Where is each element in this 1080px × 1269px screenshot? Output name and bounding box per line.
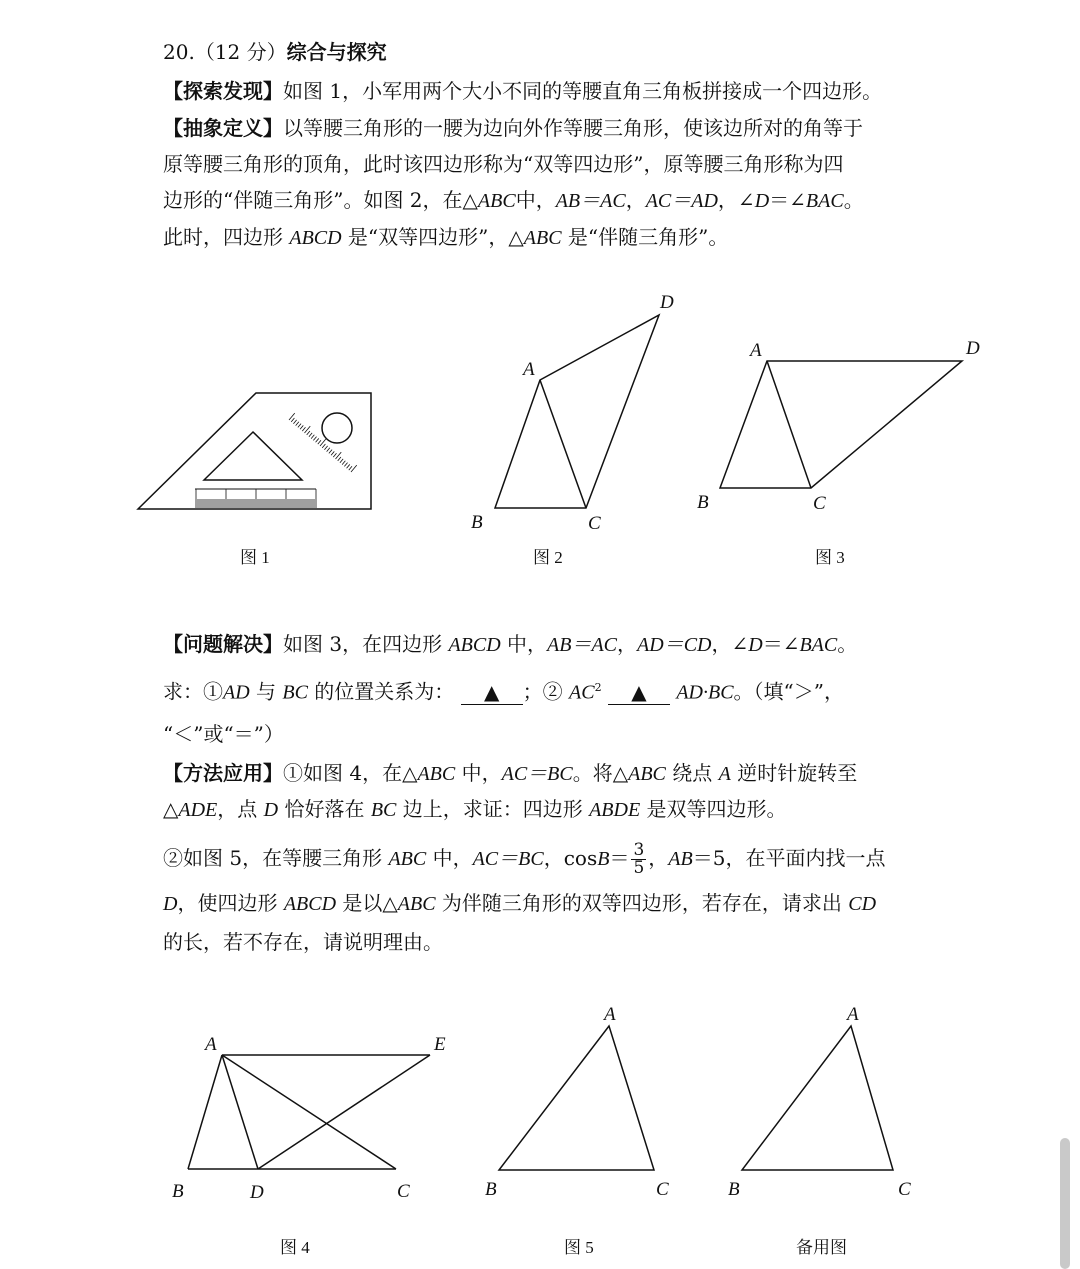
fig2-label-d: D [660,292,674,313]
fig4-label-b: B [172,1181,184,1202]
math-bac: BAC [805,190,844,212]
spare-caption: 备用图 [796,1238,847,1257]
ruler-tick [329,450,332,454]
method-text-5: 的长，若不存在，请说明理由。 [163,930,443,954]
define-tag: 【抽象定义】 [163,116,283,140]
define-text-3c: ， [625,188,646,212]
math-ac-eq-ad: AC＝AD [645,190,718,212]
solve-text-2b: 与 [249,679,283,704]
fig4-label-d: D [250,1182,264,1203]
fig4-line-ac [222,1055,396,1169]
ruler-tick [331,451,334,455]
ruler-tick [333,453,336,457]
define-text-3d: ，∠ [717,188,755,212]
figure-4-rotation [188,1055,430,1169]
math-ad-eq-cd: AD＝CD [637,634,712,656]
ruler-tick [302,427,305,431]
math-a: A [718,763,731,785]
ruler-tick [300,425,303,429]
math-d-m2: D [163,893,178,915]
math-ac: AC [569,681,595,704]
solve-tag: 【问题解决】 [163,632,283,656]
fig4-label-e: E [434,1034,446,1055]
question-score: （12 分） [194,40,287,64]
math-abcd-s: ABCD [448,634,501,656]
define-text-3e: ＝∠ [769,188,806,212]
math-d: D [754,190,770,212]
method-text-3a: ②如图 5，在等腰三角形 [163,846,389,870]
method-text-1d: 绕点 [665,761,719,785]
ruler-tick [298,424,301,428]
fig3-outline [720,361,962,488]
fig3-label-d: D [966,338,980,359]
fig5-label-b: B [485,1179,497,1200]
math-b: B [597,848,610,870]
spare-label-a: A [847,1004,859,1025]
math-bc: BC [282,681,308,704]
define-text-2: 原等腰三角形的顶角，此时该四边形称为“双等四边形”，原等腰三角形称为四 [163,152,844,176]
math-abc: ABC [477,190,516,212]
method-text-4c: 为伴随三角形的双等四边形，若存在，请求出 [435,891,849,915]
math-abc-2: ABC [523,227,562,249]
solve-text-1b: 中， [500,632,548,656]
solve-text-1a: 如图 3，在四边形 [283,632,449,656]
figure-1-set-squares [138,393,371,509]
ruler-tick [327,448,330,452]
ruler-tick [340,459,343,463]
math-ab: AB [668,848,693,870]
define-text-4c: 是“伴随三角形”。 [561,225,729,249]
fraction-numerator: 3 [633,840,645,860]
ruler-tick [324,446,327,450]
figure-3-quadrilateral [720,361,962,488]
method-text-1a: ①如图 4，在△ [283,761,418,785]
fig3-label-b: B [697,492,709,513]
fig2-label-c: C [588,513,601,534]
fig2-caption: 图 2 [533,548,563,567]
ruler-tick [311,435,314,439]
solve-text-1e: ＝∠ [762,632,800,656]
math-abde: ABDE [589,799,641,821]
method-text-3c: ，cos [543,846,598,870]
explore-tag: 【探索发现】 [163,79,283,103]
solve-text-2a: 求：① [163,679,223,704]
math-abc-m2: ABC [628,763,666,785]
math-ab-eq-ac-s: AB＝AC [547,634,618,656]
ruler-ticks-bottom [196,489,316,508]
method-text-3e: ＝5，在平面内找一点 [692,846,886,870]
method-text-4a: ，使四边形 [177,891,284,915]
method-text-2b: ，点 [217,797,264,821]
method-text-2e: 是双等四边形。 [640,797,787,821]
define-text-4a: 此时，四边形 [163,225,290,249]
method-text-3d: ， [648,846,669,870]
math-ac-eq-bc: AC＝BC [501,763,573,785]
solve-text-2e: 。（填“＞”， [733,679,844,704]
fig2-outline [495,315,659,508]
fig2-diagonal-ac [540,380,586,508]
solve-text-1f: 。 [837,632,858,656]
fig5-label-a: A [604,1004,616,1025]
fig4-label-c: C [397,1181,410,1202]
math-sup-2: 2 [594,681,602,694]
answer-blank-2[interactable]: ▲ [608,680,670,705]
method-text-2a: △ [163,797,179,821]
ruler-tick [307,431,310,435]
solve-text-1d: ，∠ [711,632,749,656]
ruler-tick [293,420,296,424]
question-title: 综合与探究 [286,40,387,64]
ruler-tick [313,437,316,441]
math-d-s: D [748,634,763,656]
math-abcd-m: ABCD [283,893,337,915]
math-abc-m: ABC [417,763,456,785]
fig1-caption: 图 1 [240,548,270,567]
set-square-hole [322,413,352,443]
method-text-2d: 边上，求证：四边形 [396,797,590,821]
math-abc-m3: ABC [388,848,427,870]
math-d-m: D [263,799,279,821]
solve-text-2d: ；② [522,679,570,704]
math-ad-bc: AD·BC [676,681,734,704]
define-text-1: 以等腰三角形的一腰为边向外作等腰三角形，使该边所对的角等于 [283,116,863,140]
method-text-eq: ＝ [609,846,630,870]
math-cd: CD [848,893,877,915]
math-ad: AD [223,681,250,704]
math-ade: ADE [178,799,218,821]
ruler-tick [347,464,350,468]
method-text-4b: 是以△ [336,891,398,915]
scrollbar-thumb[interactable] [1060,1138,1070,1269]
solve-text-1c: ， [617,632,638,656]
spare-figure-triangle [742,1026,893,1170]
ruler-tick [309,433,312,437]
ruler-tick [351,465,357,472]
math-ab-eq-ac: AB＝AC [555,190,626,212]
method-text-1e: 逆时针旋转至 [730,761,858,785]
ruler-tick [291,418,294,422]
fig4-line-ad [222,1055,258,1169]
method-text-1c: 。将△ [572,761,629,785]
spare-label-b: B [728,1179,740,1200]
ruler-tick [344,463,347,467]
fig3-diagonal-ac [767,361,811,488]
fig4-line-de [258,1055,430,1169]
answer-blank-1[interactable]: ▲ [461,680,523,705]
math-bc-m: BC [370,799,397,821]
define-text-3b: 中， [515,188,556,212]
fig3-caption: 图 3 [815,548,845,567]
ruler-tick [349,466,352,470]
figure-2-quadrilateral [495,315,659,508]
figure-5-triangle [499,1026,654,1170]
spare-label-c: C [898,1179,911,1200]
method-text-1b: 中， [455,761,502,785]
math-ac-eq-bc-2: AC＝BC [472,848,544,870]
method-text-2c: 恰好落在 [278,797,371,821]
ruler-tick [338,457,341,461]
math-abcd: ABCD [289,227,342,249]
fig5-caption: 图 5 [564,1238,594,1257]
ruler-tick [342,461,345,465]
fig4-caption: 图 4 [280,1238,310,1257]
define-text-3f: 。 [843,188,864,212]
define-text-3a: 边形的“伴随三角形”。如图 2，在△ [163,188,478,212]
fig3-label-a: A [750,340,762,361]
fig4-label-a: A [205,1034,217,1055]
explore-text: 如图 1，小军用两个大小不同的等腰直角三角板拼接成一个四边形。 [283,79,883,103]
math-abc-m4: ABC [397,893,436,915]
method-tag: 【方法应用】 [163,761,283,785]
fig3-label-c: C [813,493,826,514]
fraction-denominator: 5 [633,858,645,878]
fig5-label-c: C [656,1179,669,1200]
solve-text-3: “＜”或“＝”） [163,722,284,746]
solve-text-2c: 的位置关系为： [307,679,455,704]
fig2-label-b: B [471,512,483,533]
small-set-square [204,432,302,480]
math-bac-s: BAC [799,634,838,656]
define-text-4b: 是“双等四边形”，△ [341,225,524,249]
ruler-tick [296,422,299,426]
fig2-label-a: A [523,359,535,380]
ruler-tick [316,438,319,442]
large-set-square [138,393,371,509]
method-text-3b: 中， [426,846,473,870]
question-number: 20. [163,40,195,64]
fig4-line-ab [188,1055,222,1169]
ruler-tick [318,440,321,444]
ruler-tick [322,444,325,448]
